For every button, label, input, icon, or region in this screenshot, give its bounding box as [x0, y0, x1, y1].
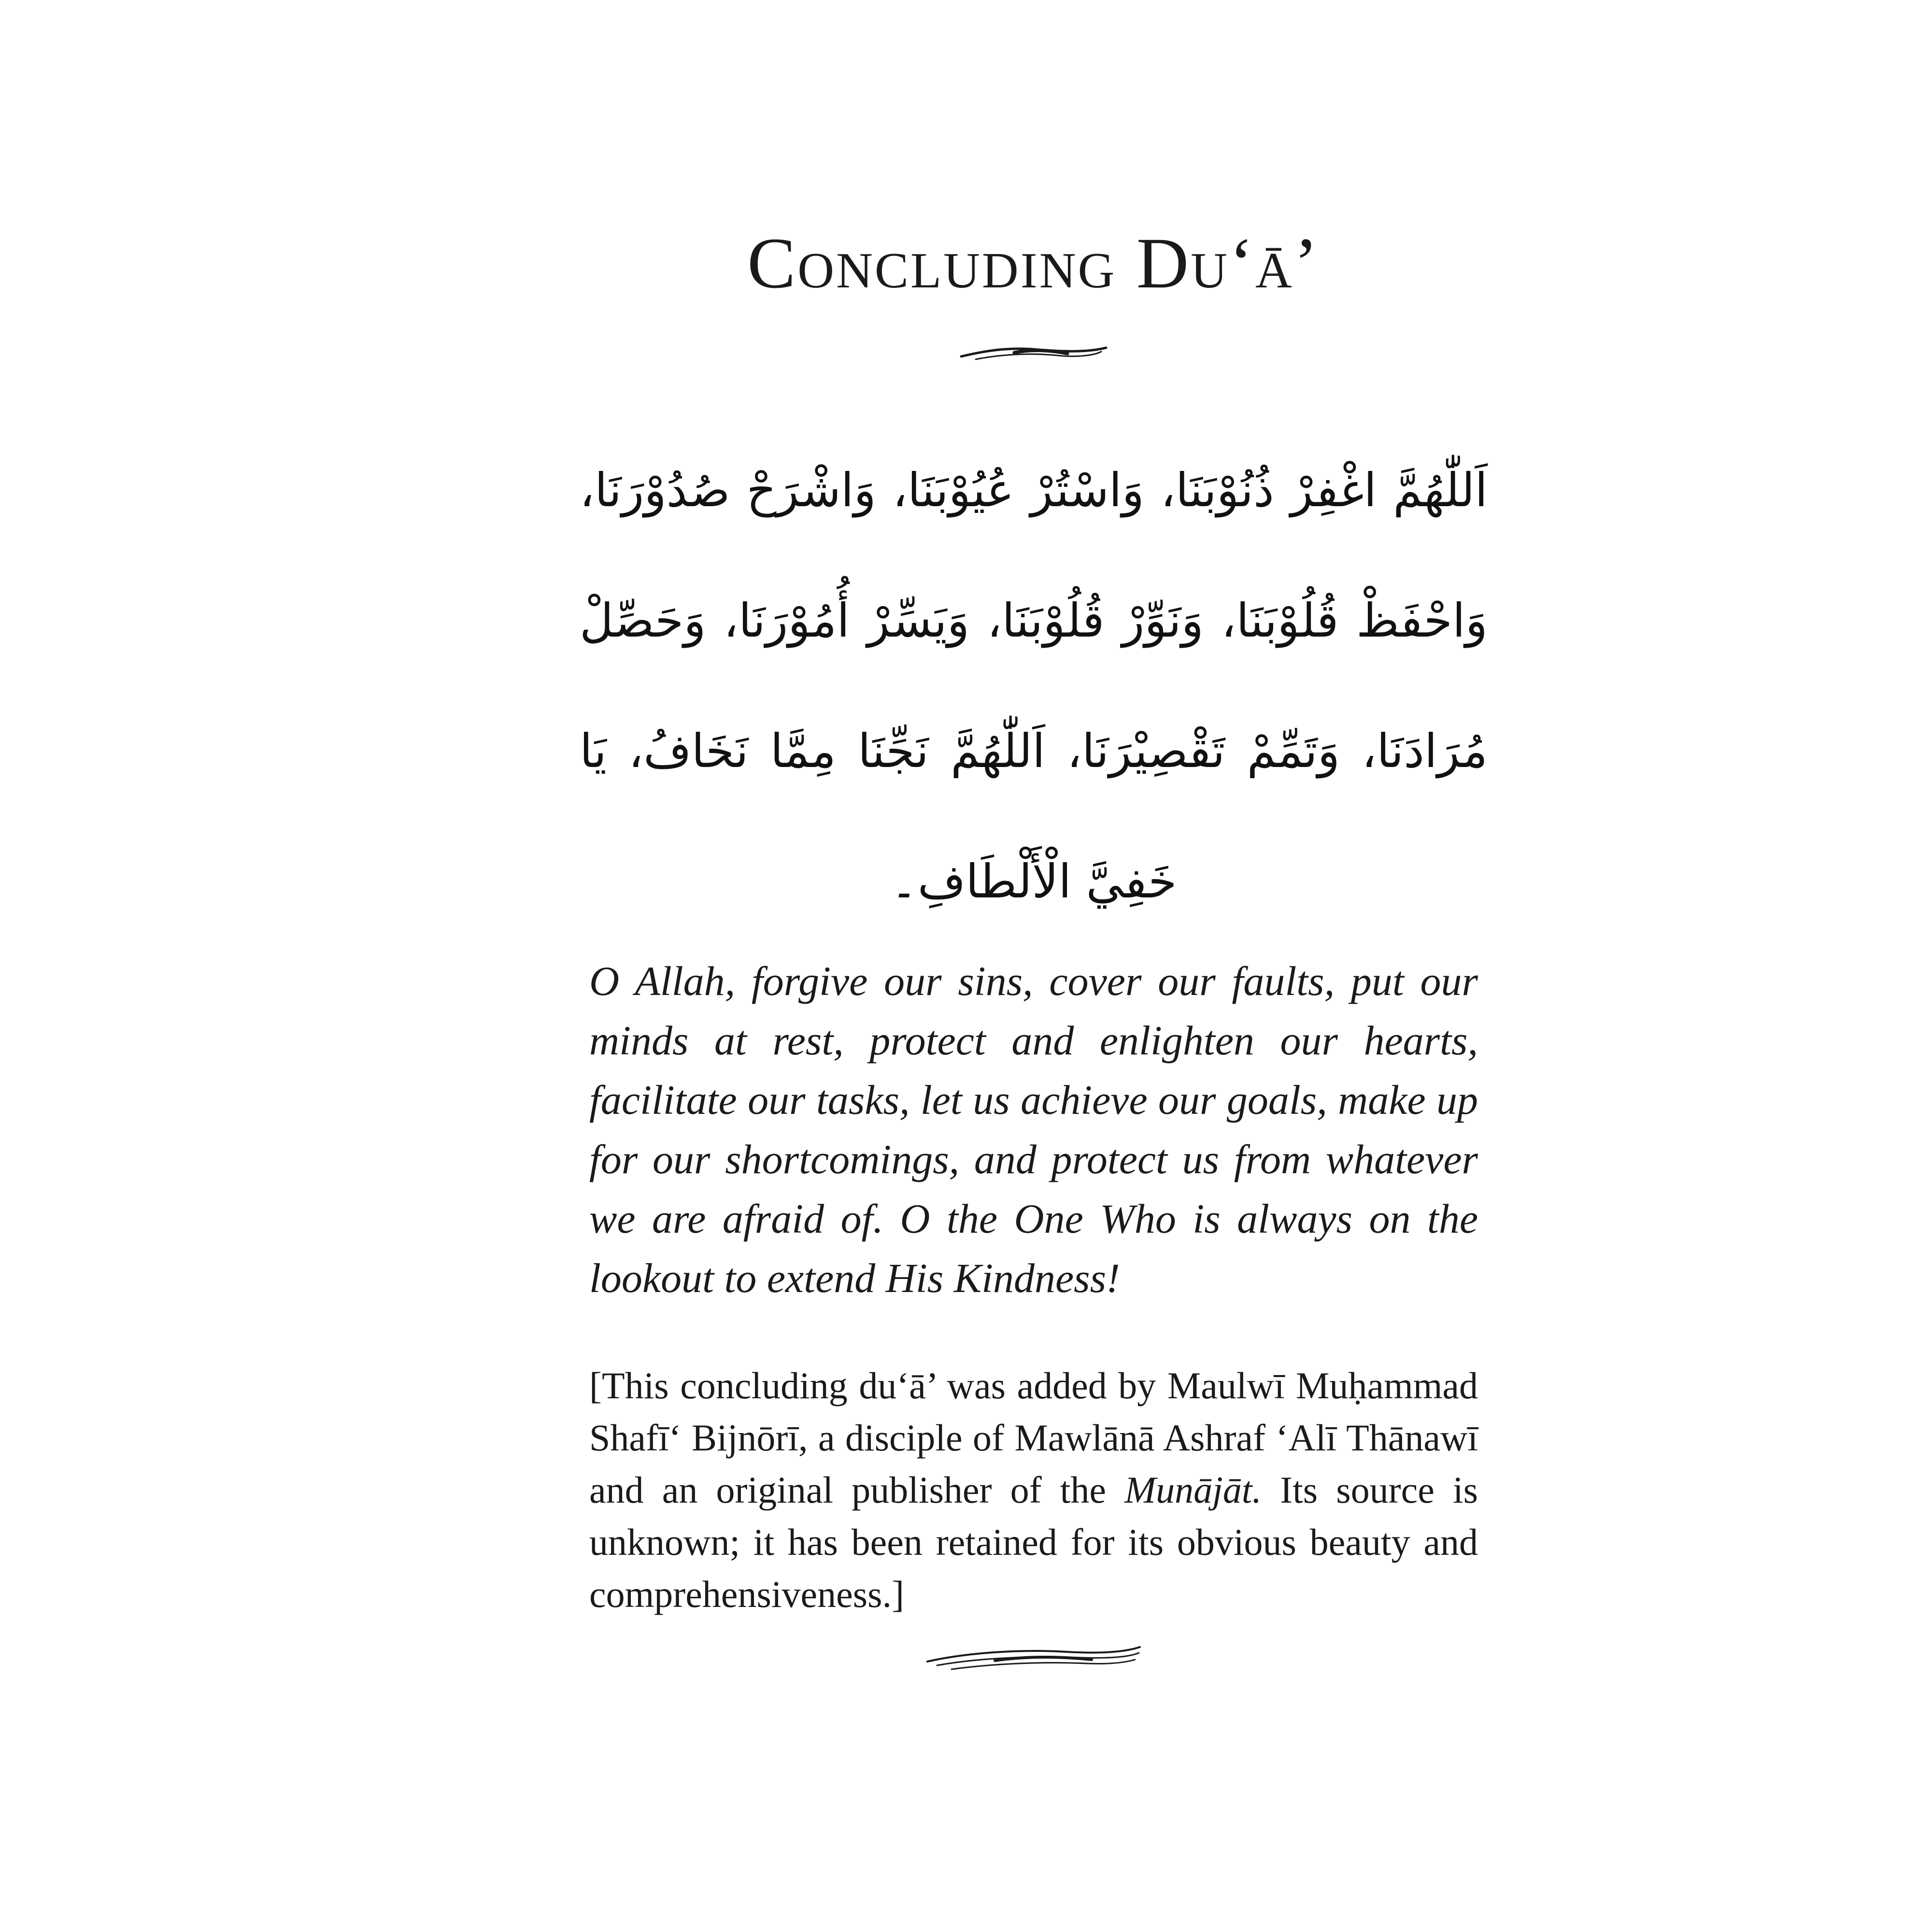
flourish-icon [956, 338, 1111, 367]
note-text-after: Its source is unknown; it has been retained for its obvious beauty and comprehensiveness.] [589, 1469, 1478, 1615]
top-flourish-ornament [589, 338, 1478, 369]
page-title: Concluding Du‘ā’ [747, 223, 1320, 303]
bottom-flourish-ornament [589, 1642, 1478, 1678]
flourish-icon [923, 1642, 1145, 1676]
source-note [589, 1360, 1478, 1620]
english-translation: O Allah, forgive our sins, cover our faults, put our minds at rest, protect and enlighten our hearts, facilitate our tasks, let us achieve our goals, make up for our shortcomings, and protect us from whatever we are afraid of. O the One Who is always on the lookout to extend His Kindness! [589, 958, 1478, 1301]
note-italic-title: Munājāt. [1124, 1469, 1262, 1511]
arabic-dua-text: اَللّٰهُمَّ اغْفِرْ ذُنُوْبَنَا، وَاسْتُرْ عُيُوْبَنَا، وَاشْرَحْ صُدُوْرَنَا، وَاحْفَظْ قُلُوْبَنَا، وَنَوِّرْ قُلُوْبَنَا، وَيَسِّرْ أُمُوْرَنَا، وَحَصِّلْ مُرَادَنَا، وَتَمِّمْ تَقْصِيْرَنَا، اَللّٰهُمَّ نَجِّنَا مِمَّا نَخَافُ، يَا خَفِيَّ الْأَلْطَافِ۔ [580, 463, 1488, 909]
note-text-before: [This concluding du‘ā’ was added by Maulwī Muḥammad Shafī‘ Bijnōrī, a disciple of Mawlānā Ashraf ‘Alī Thānawī and an original publisher of the [589, 1364, 1478, 1511]
